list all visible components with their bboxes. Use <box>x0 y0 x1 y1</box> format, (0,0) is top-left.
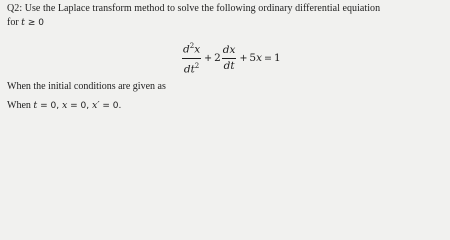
equals-sign: = <box>264 52 272 64</box>
variable-x: x <box>256 52 263 64</box>
initial-conditions-intro <box>7 81 166 93</box>
geq-zero: ≥ 0 <box>25 18 44 28</box>
second-derivative-denominator: $dt^2$ <box>183 61 200 75</box>
variable-t: t <box>21 17 25 28</box>
differential-equation <box>181 41 281 75</box>
domain-condition <box>7 17 44 29</box>
initial-conditions <box>7 100 121 112</box>
first-derivative-fraction <box>222 44 237 73</box>
condition-xprime-value: = 0. <box>99 101 122 111</box>
question-text <box>7 3 380 15</box>
question-line-1: Q2: Use the Laplace transform method to solve the following ordinary differential equiation <box>7 3 381 14</box>
first-derivative-denominator: dt <box>223 59 235 72</box>
first-derivative-numerator: dx <box>222 44 237 59</box>
condition-x-var: x <box>61 100 68 111</box>
condition-t-var: t <box>33 100 38 111</box>
second-derivative-fraction <box>182 40 201 76</box>
coefficient-2: 2 <box>214 52 221 64</box>
when-label: When <box>7 100 34 111</box>
second-derivative-numerator: $d^2x$ <box>182 40 201 59</box>
condition-x-value: = 0, <box>67 101 93 111</box>
plus-sign: + <box>239 52 248 64</box>
initial-conditions-intro-text: When the initial conditions are given as <box>7 81 166 92</box>
condition-t-value: = 0, <box>37 101 62 111</box>
condition-xprime-var: x′ <box>92 100 100 111</box>
rhs-value: 1 <box>273 52 281 64</box>
for-label: for <box>7 17 22 28</box>
plus-sign: + <box>204 52 213 64</box>
coefficient-5: 5 <box>249 52 257 64</box>
